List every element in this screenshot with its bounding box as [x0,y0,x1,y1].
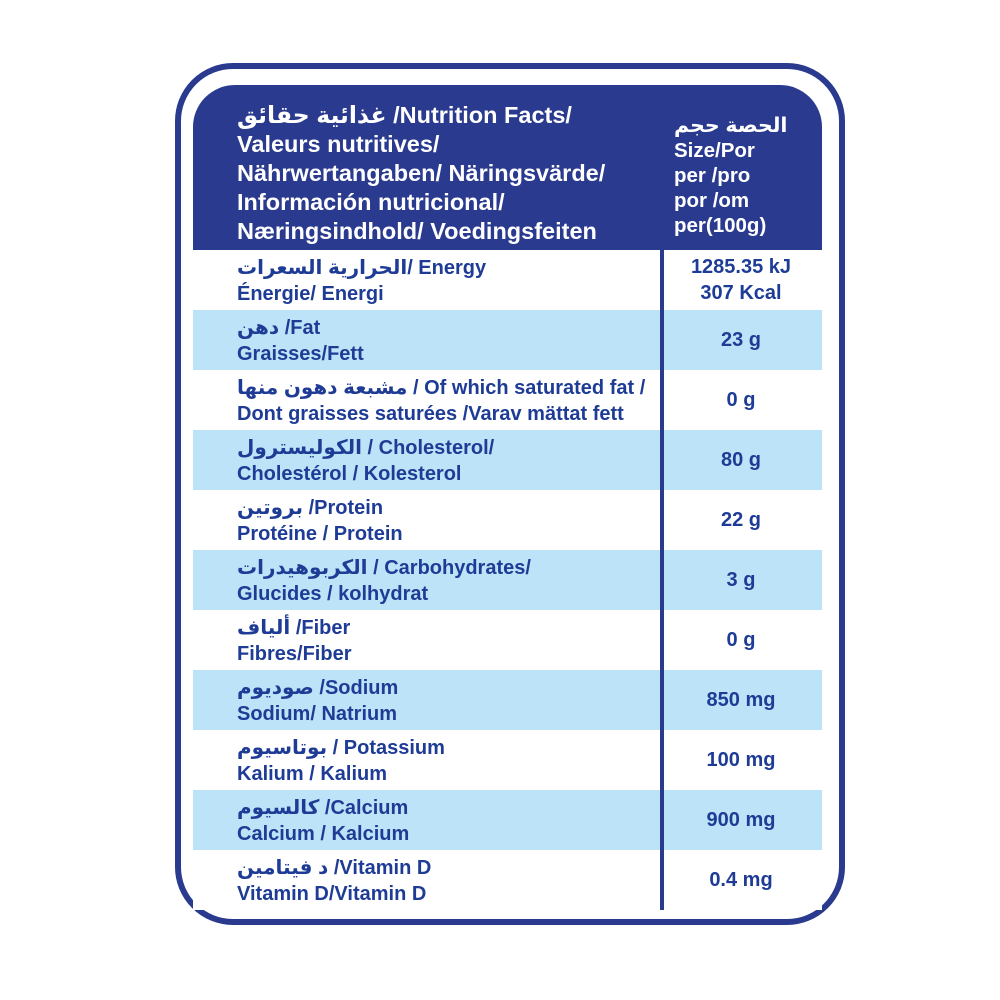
nutrient-value-vitamin-d [660,850,822,910]
nutrition-table-rows [193,250,822,910]
nutrient-value-sodium [660,670,822,730]
nutrient-label-line: Fibres/Fiber [237,643,352,665]
nutrient-label-line: بروتين /Protein [237,497,384,519]
nutrient-value-line: 0 g [726,629,756,651]
nutrient-label-energy [193,250,660,310]
header-title-line: Nährwertangaben/ Näringsvärde/ [237,160,606,186]
nutrient-value-fat [660,310,822,370]
table-row-vitamin-d [193,850,822,910]
table-row-cholesterol [193,430,822,490]
table-row-fat [193,310,822,370]
nutrient-value-fiber [660,610,822,670]
nutrient-value-saturated-fat [660,370,822,430]
nutrient-value-protein [660,490,822,550]
nutrient-label-line: Dont graisses saturées /Varav mättat fett [237,403,624,425]
table-row-protein [193,490,822,550]
nutrient-label-line: مشبعة دهون منها / Of which saturated fat / [237,377,646,399]
header-title-multilingual [193,85,660,250]
column-divider-line [660,250,664,910]
nutrient-value-line: 23 g [720,329,762,351]
nutrient-label-line: Sodium/ Natrium [237,703,398,725]
nutrient-label-line: Vitamin D/Vitamin D [237,883,427,905]
nutrient-value-energy [660,250,822,310]
nutrient-value-line: 307 Kcal [700,282,782,304]
nutrient-label-line: Glucides / kolhydrat [237,583,429,605]
nutrient-label-line: دهن /Fat [237,317,321,339]
table-row-calcium [193,790,822,850]
nutrient-label-line: Graisses/Fett [237,343,364,365]
nutrient-label-saturated-fat [193,370,660,430]
nutrient-label-fiber [193,610,660,670]
nutrient-label-fat [193,310,660,370]
nutrient-value-calcium [660,790,822,850]
nutrient-label-line: Kalium / Kalium [237,763,388,785]
nutrient-value-line: 100 mg [706,749,776,771]
table-row-fiber [193,610,822,670]
nutrient-label-line: بوتاسيوم / Potassium [237,737,445,759]
nutrient-value-potassium [660,730,822,790]
nutrient-value-carbohydrates [660,550,822,610]
nutrient-value-line: 850 mg [706,689,776,711]
serving-size-line: por /om [674,189,750,212]
nutrient-label-protein [193,490,660,550]
serving-size-line: Size/Por [674,139,755,162]
nutrient-label-carbohydrates [193,550,660,610]
serving-size-line: per(100g) [674,214,767,237]
nutrient-label-line: Cholestérol / Kolesterol [237,463,462,485]
table-row-sodium [193,670,822,730]
table-row-energy [193,250,822,310]
nutrient-value-line: 3 g [726,569,756,591]
nutrient-label-line: د فيتامين /Vitamin D [237,857,432,879]
nutrient-label-line: صوديوم /Sodium [237,677,399,699]
serving-size-line: per /pro [674,164,751,187]
nutrient-label-line: Calcium / Kalcium [237,823,410,845]
nutrient-label-line: Énergie/ Energi [237,283,384,305]
nutrient-value-line: 1285.35 kJ [690,256,792,278]
table-row-carbohydrates [193,550,822,610]
header-title-line: Valeurs nutritives/ [237,131,440,157]
nutrient-label-line: كالسيوم /Calcium [237,797,409,819]
header-title-line: Información nutricional/ [237,189,505,215]
nutrient-label-potassium [193,730,660,790]
nutrient-value-line: 900 mg [706,809,776,831]
nutrient-label-vitamin-d [193,850,660,910]
nutrient-value-line: 0 g [726,389,756,411]
nutrient-label-line: Protéine / Protein [237,523,403,545]
table-row-saturated-fat [193,370,822,430]
nutrient-value-line: 80 g [720,449,762,471]
serving-size-line: الحصة حجم [674,114,788,137]
table-row-potassium [193,730,822,790]
nutrient-label-line: الكوليسترول / Cholesterol/ [237,437,495,459]
nutrient-label-line: ألياف /Fiber [237,617,351,639]
nutrient-value-line: 0.4 mg [709,869,773,891]
nutrient-label-cholesterol [193,430,660,490]
nutrient-label-calcium [193,790,660,850]
nutrient-value-cholesterol [660,430,822,490]
nutrient-value-line: 22 g [720,509,762,531]
nutrient-label-line: الكربوهيدرات / Carbohydrates/ [237,557,531,579]
nutrient-label-line: الحرارية السعرات/ Energy [237,257,487,279]
nutrient-label-sodium [193,670,660,730]
header-title-line: Næringsindhold/ Voedingsfeiten [237,218,597,244]
label-header [193,85,822,250]
header-serving-size [660,85,822,250]
header-title-line: غذائية حقائق /Nutrition Facts/ [237,102,572,128]
